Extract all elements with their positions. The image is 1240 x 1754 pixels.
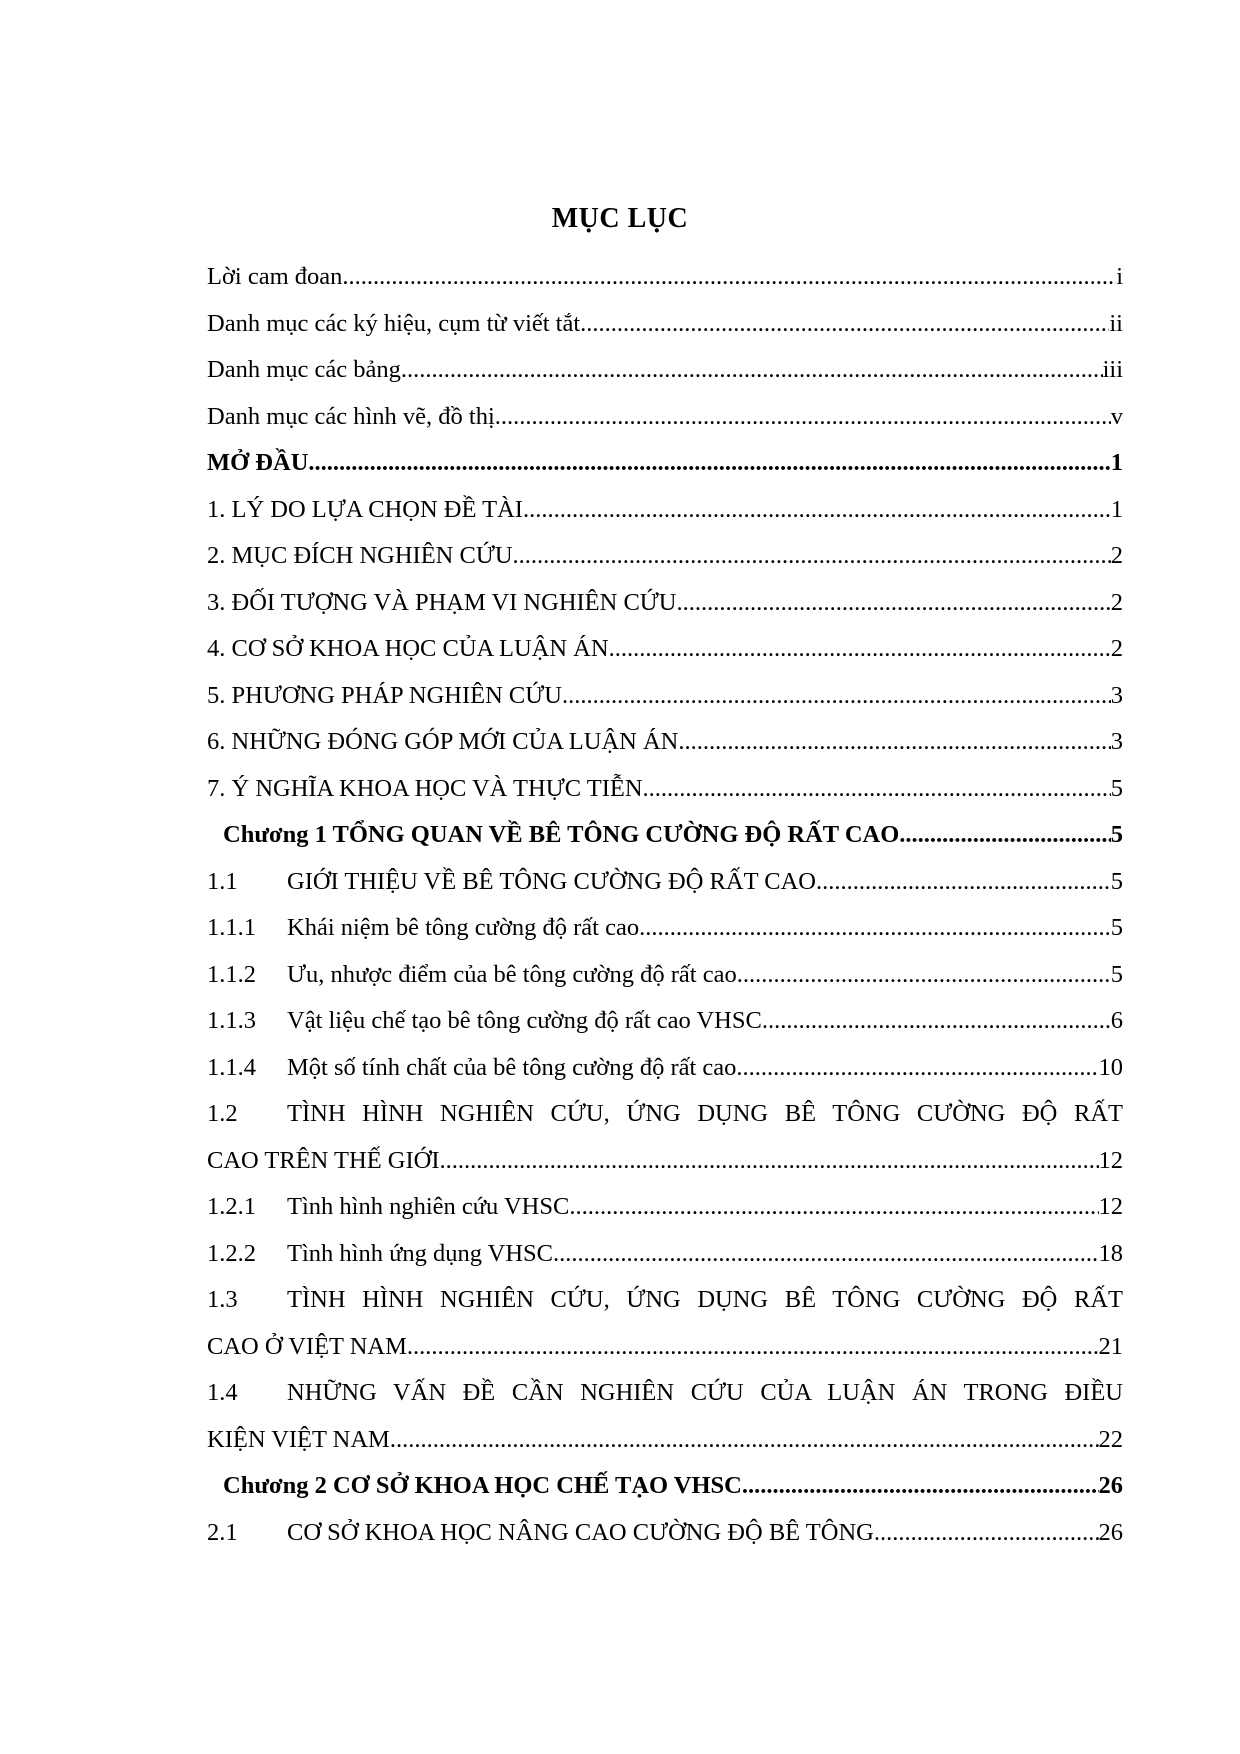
toc-entry-page: 26 [1098, 1472, 1123, 1499]
toc-entry-number: 1.1 [207, 867, 238, 895]
table-of-contents [207, 254, 1123, 1556]
toc-entry-page: 10 [1098, 1053, 1123, 1081]
toc-entry-page: i [1116, 263, 1123, 290]
toc-entry-danh-muc-hinh[interactable] [207, 394, 1123, 441]
toc-entry-label: TÌNH HÌNH NGHIÊN CỨU, ỨNG DỤNG BÊ TÔNG CƯỜNG ĐỘ RẤT [287, 1100, 1123, 1127]
toc-entry-page: 21 [1098, 1332, 1123, 1360]
toc-entry-1-1[interactable] [207, 859, 1123, 906]
dot-leader [308, 440, 1110, 487]
toc-entry-page: 12 [1098, 1146, 1123, 1174]
dot-leader [609, 626, 1111, 673]
toc-entry-label: Vật liệu chế tạo bê tông cường độ rất cao VHSC [287, 1007, 762, 1034]
toc-entry-2-1[interactable] [207, 1510, 1123, 1557]
toc-entry-page: iii [1102, 356, 1123, 383]
toc-entry-1-1-2[interactable] [207, 952, 1123, 999]
toc-entry-1-2[interactable] [207, 1091, 1123, 1138]
toc-entry-label: 6. NHỮNG ĐÓNG GÓP MỚI CỦA LUẬN ÁN [207, 728, 679, 755]
toc-entry-label: TÌNH HÌNH NGHIÊN CỨU, ỨNG DỤNG BÊ TÔNG CƯỜNG ĐỘ RẤT [287, 1286, 1123, 1313]
toc-entry-ky-hieu[interactable] [207, 301, 1123, 348]
toc-entry-co-so[interactable] [207, 626, 1123, 673]
toc-entry-page: 12 [1098, 1193, 1123, 1220]
toc-entry-page: 2 [1110, 588, 1123, 616]
toc-entry-1-3[interactable] [207, 1277, 1123, 1324]
toc-entry-page: 6 [1110, 1007, 1123, 1034]
toc-entry-1-3-continued[interactable] [207, 1324, 1123, 1371]
toc-entry-page: 18 [1098, 1239, 1123, 1267]
toc-entry-muc-dich[interactable] [207, 533, 1123, 580]
dot-leader [742, 1463, 1099, 1510]
toc-entry-label: Một số tính chất của bê tông cường độ rất cao. [287, 1053, 743, 1081]
toc-entry-ly-do[interactable] [207, 487, 1123, 534]
toc-entry-phuong-phap[interactable] [207, 673, 1123, 720]
toc-entry-1-4-continued[interactable] [207, 1417, 1123, 1464]
toc-entry-label: NHỮNG VẤN ĐỀ CẦN NGHIÊN CỨU CỦA LUẬN ÁN TRONG ĐIỀU [287, 1379, 1123, 1406]
toc-entry-label: GIỚI THIỆU VỀ BÊ TÔNG CƯỜNG ĐỘ RẤT CAO [287, 867, 816, 895]
dot-leader [562, 673, 1111, 720]
dot-leader [342, 254, 1116, 301]
toc-entry-doi-tuong[interactable] [207, 580, 1123, 627]
toc-entry-1-2-continued[interactable] [207, 1138, 1123, 1185]
toc-entry-number: 1.2.2 [207, 1239, 256, 1267]
toc-entry-page: 5 [1110, 774, 1123, 802]
dot-leader [874, 1510, 1099, 1557]
toc-entry-1-4[interactable] [207, 1370, 1123, 1417]
toc-entry-label: 4. CƠ SỞ KHOA HỌC CỦA LUẬN ÁN [207, 635, 609, 662]
toc-entry-number: 1.2.1 [207, 1193, 256, 1220]
toc-entry-label: Chương 2 CƠ SỞ KHOA HỌC CHẾ TẠO VHSC [223, 1472, 742, 1499]
toc-entry-page: 5 [1110, 914, 1123, 941]
toc-entry-1-2-2[interactable] [207, 1231, 1123, 1278]
toc-entry-page: 3 [1110, 728, 1123, 755]
dot-leader [677, 580, 1111, 627]
toc-entry-1-1-3[interactable] [207, 998, 1123, 1045]
dot-leader [523, 487, 1111, 534]
toc-entry-danh-muc-bang[interactable] [207, 347, 1123, 394]
toc-entry-label: 1. LÝ DO LỰA CHỌN ĐỀ TÀI [207, 495, 523, 523]
dot-leader [407, 1324, 1099, 1371]
toc-entry-chapter-1[interactable] [207, 812, 1123, 859]
toc-entry-loi-cam-doan[interactable] [207, 254, 1123, 301]
dot-leader [580, 301, 1109, 348]
toc-entry-label: Danh mục các bảng [207, 356, 401, 383]
dot-leader [390, 1417, 1099, 1464]
toc-entry-1-1-1[interactable] [207, 905, 1123, 952]
toc-entry-label: MỞ ĐẦU [207, 449, 309, 476]
dot-leader [513, 533, 1111, 580]
toc-entry-label: Tình hình ứng dụng VHSC [287, 1239, 554, 1267]
toc-entry-page: 5 [1110, 960, 1123, 988]
toc-entry-label: Danh mục các hình vẽ, đồ thị [207, 402, 495, 430]
toc-entry-label: Ưu, nhược điểm của bê tông cường độ rất cao [287, 960, 737, 988]
toc-entry-1-1-4[interactable] [207, 1045, 1123, 1092]
toc-entry-mo-dau[interactable] [207, 440, 1123, 487]
dot-leader [401, 347, 1103, 394]
dot-leader [643, 766, 1111, 813]
dot-leader [743, 1045, 1099, 1092]
dot-leader [553, 1231, 1098, 1278]
toc-entry-label: CƠ SỞ KHOA HỌC NÂNG CAO CƯỜNG ĐỘ BÊ TÔNG [287, 1518, 874, 1546]
toc-entry-number: 1.1.1 [207, 914, 256, 941]
dot-leader [569, 1184, 1098, 1231]
toc-entry-dong-gop[interactable] [207, 719, 1123, 766]
dot-leader [899, 812, 1110, 859]
toc-entry-chapter-2[interactable] [207, 1463, 1123, 1510]
dot-leader [495, 394, 1111, 441]
toc-entry-page: 5 [1110, 821, 1123, 848]
toc-entry-number: 1.1.3 [207, 1007, 256, 1034]
toc-entry-label: 7. Ý NGHĨA KHOA HỌC VÀ THỰC TIỄN [207, 774, 643, 802]
toc-entry-label: Tình hình nghiên cứu VHSC [287, 1193, 570, 1220]
toc-entry-page: 1 [1110, 495, 1123, 523]
toc-entry-page: 1 [1110, 449, 1123, 476]
dot-leader [440, 1138, 1099, 1185]
toc-entry-label: CAO Ở VIỆT NAM [207, 1332, 407, 1360]
toc-entry-label: 2. MỤC ĐÍCH NGHIÊN CỨU [207, 542, 513, 569]
dot-leader [762, 998, 1111, 1045]
toc-entry-number: 1.4 [207, 1379, 238, 1406]
toc-entry-label: CAO TRÊN THẾ GIỚI [207, 1146, 440, 1174]
toc-entry-label: 3. ĐỐI TƯỢNG VÀ PHẠM VI NGHIÊN CỨU [207, 588, 677, 616]
toc-entry-number: 1.2 [207, 1100, 238, 1127]
dot-leader [639, 905, 1111, 952]
toc-entry-page: ii [1109, 309, 1123, 337]
toc-entry-label: Danh mục các ký hiệu, cụm từ viết tắt [207, 309, 581, 337]
toc-entry-number: 1.3 [207, 1286, 238, 1313]
toc-entry-number: 1.1.2 [207, 960, 256, 988]
toc-entry-label: Chương 1 TỔNG QUAN VỀ BÊ TÔNG CƯỜNG ĐỘ RẤT CAO [223, 821, 900, 848]
toc-entry-number: 1.1.4 [207, 1053, 256, 1081]
toc-entry-page: 2 [1110, 635, 1123, 662]
toc-entry-label: Khái niệm bê tông cường độ rất cao [287, 914, 640, 941]
dot-leader [678, 719, 1110, 766]
toc-entry-label: Lời cam đoan [207, 263, 343, 290]
toc-entry-page: 5 [1110, 867, 1123, 895]
toc-entry-number: 2.1 [207, 1518, 238, 1546]
dot-leader [816, 859, 1111, 906]
toc-entry-page: v [1110, 402, 1123, 430]
dot-leader [737, 952, 1111, 999]
toc-entry-page: 26 [1098, 1518, 1123, 1546]
toc-entry-label: KIỆN VIỆT NAM [207, 1425, 390, 1453]
toc-entry-label: 5. PHƯƠNG PHÁP NGHIÊN CỨU [207, 681, 562, 709]
toc-entry-1-2-1[interactable] [207, 1184, 1123, 1231]
page-title: MỤC LỤC [551, 203, 689, 234]
toc-entry-y-nghia[interactable] [207, 766, 1123, 813]
toc-entry-page: 2 [1110, 542, 1123, 569]
toc-entry-page: 22 [1098, 1425, 1123, 1453]
toc-entry-page: 3 [1110, 681, 1123, 709]
